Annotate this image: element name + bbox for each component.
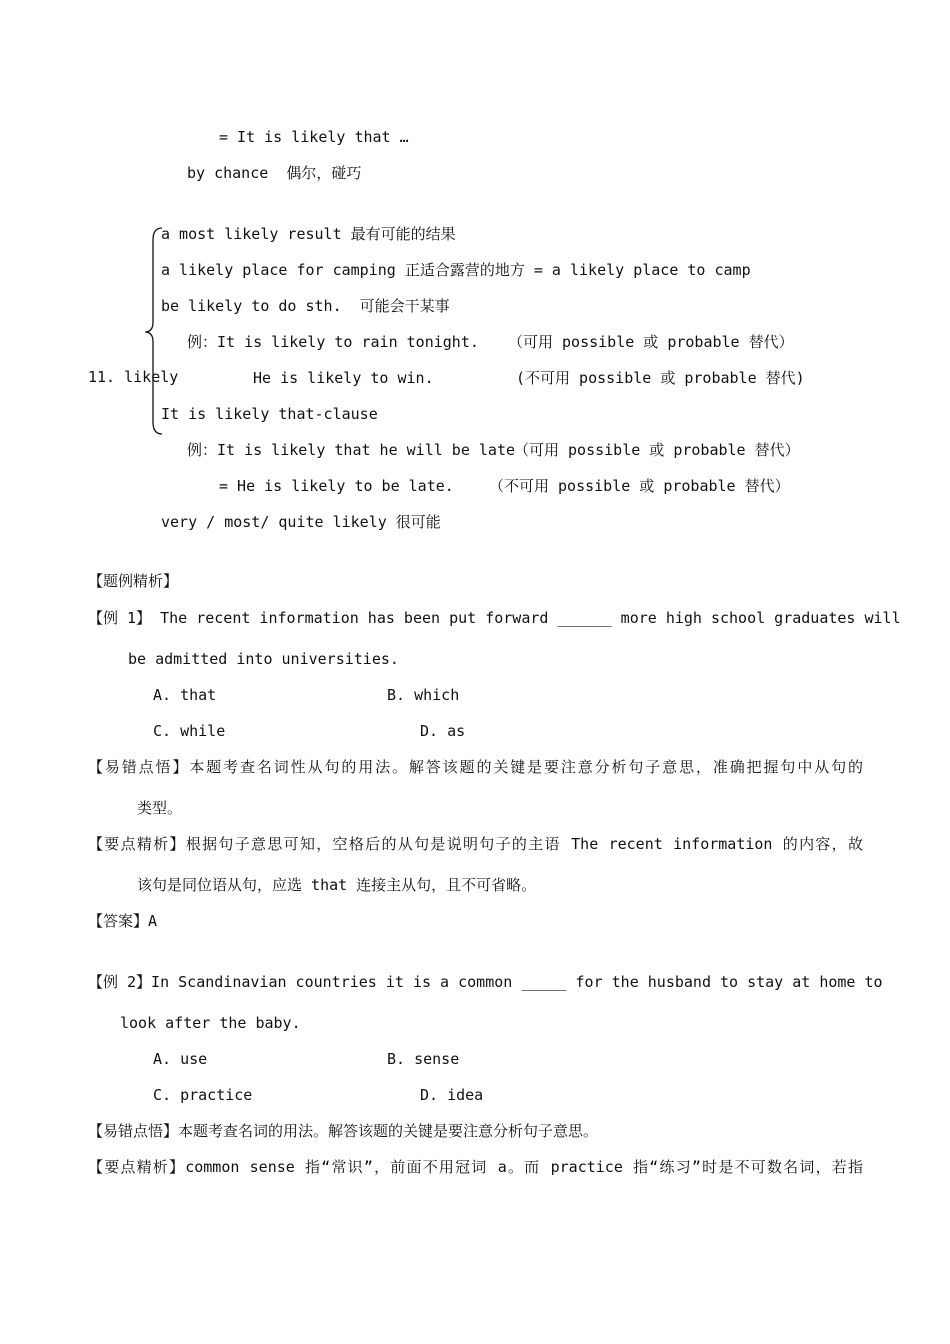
example1-option-a: A. that: [153, 686, 217, 704]
example2-question-line2: look after the baby.: [120, 1014, 301, 1032]
example1-error-point: 【易错点悟】本题考查名词性从句的用法。解答该题的关键是要注意分析句子意思，准确把握句中从句的: [88, 758, 863, 776]
example1-question-line2: be admitted into universities.: [128, 650, 399, 668]
example2-key-point: 【要点精析】common sense 指“常识”，前面不用冠词 a。而 practice 指“练习”时是不可数名词，若指: [88, 1158, 863, 1176]
example1-key-point-cont: 该句是同位语从句，应选 that 连接主从句，且不可省略。: [137, 876, 537, 894]
likely-line-1: a most likely result 最有可能的结果: [161, 225, 456, 243]
likely-example-1: 例：It is likely to rain tonight.: [187, 333, 479, 351]
likely-line-very: very / most/ quite likely 很可能: [161, 513, 441, 531]
likely-example-3: 例：It is likely that he will be late: [187, 441, 516, 459]
likely-note-1: （可用 possible 或 probable 替代）: [508, 333, 794, 351]
example2-option-a: A. use: [153, 1050, 208, 1068]
example1-key-point: 【要点精析】根据句子意思可知，空格后的从句是说明句子的主语 The recent information 的内容，故: [88, 835, 863, 853]
likely-line-3: be likely to do sth. 可能会干某事: [161, 297, 450, 315]
example1-error-point-cont: 类型。: [137, 799, 183, 817]
likely-example-2: He is likely to win.: [253, 369, 434, 387]
likely-example-4: = He is likely to be late.: [219, 477, 454, 495]
item-11-label: 11. likely: [88, 368, 179, 386]
likely-note-3: （可用 possible 或 probable 替代）: [514, 441, 800, 459]
example1-option-b: B. which: [387, 686, 460, 704]
likely-note-4: （不可用 possible 或 probable 替代）: [489, 477, 790, 495]
likely-line-2: a likely place for camping 正适合露营的地方 = a likely place to camp: [161, 261, 751, 279]
example1-answer: 【答案】A: [88, 912, 158, 930]
likely-note-2: (不可用 possible 或 probable 替代): [516, 369, 805, 387]
example1-option-d: D. as: [420, 722, 466, 740]
example1-option-c: C. while: [153, 722, 226, 740]
section-title: 【题例精析】: [88, 572, 179, 590]
example1-question-line1: 【例 1】 The recent information has been put forward ______ more high school graduates will: [88, 609, 901, 627]
example2-option-d: D. idea: [420, 1086, 484, 1104]
likely-line-clause: It is likely that-clause: [161, 405, 378, 423]
example2-question-line1: 【例 2】In Scandinavian countries it is a common _____ for the husband to stay at home to: [88, 973, 883, 991]
likely-that-equivalent: = It is likely that …: [219, 128, 409, 146]
example2-error-point: 【易错点悟】本题考查名词的用法。解答该题的关键是要注意分析句子意思。: [88, 1122, 599, 1140]
example2-option-c: C. practice: [153, 1086, 253, 1104]
example2-option-b: B. sense: [387, 1050, 460, 1068]
by-chance-entry: by chance 偶尔，碰巧: [187, 164, 362, 182]
